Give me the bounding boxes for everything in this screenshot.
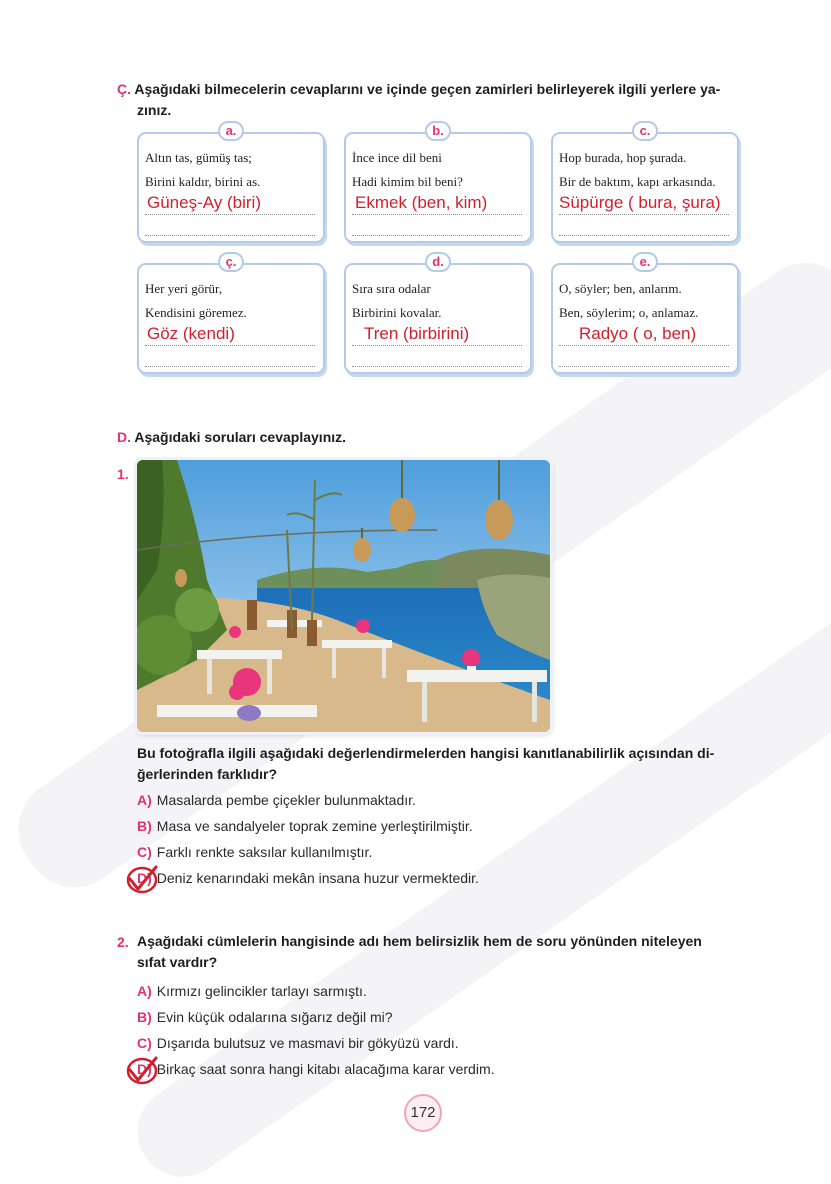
option-text: Masalarda pembe çiçekler bulunmaktadır. (156, 792, 416, 808)
answer-line[interactable] (145, 214, 315, 215)
handwritten-answer: Süpürge ( bura, şura) (559, 193, 721, 212)
riddle-line: Kendisini göremez. (145, 305, 247, 320)
section-c-heading-cont: zınız. (137, 102, 172, 118)
answer-line[interactable] (559, 366, 729, 367)
option-text: Birkaç saat sonra hangi kitabı alacağıma karar verdim. (156, 1061, 495, 1077)
option-text: Masa ve sandalyeler toprak zemine yerleştirilmiştir. (156, 818, 473, 834)
handwritten-answer: Radyo ( o, ben) (579, 324, 697, 343)
riddle-tag: a. (218, 121, 244, 141)
riddle-line: Hadi kimim bil beni? (352, 174, 463, 189)
q1-option-c[interactable] (137, 844, 372, 860)
option-text: Dışarıda bulutsuz ve masmavi bir gökyüzü vardı. (156, 1035, 459, 1051)
riddle-card-c-cedilla (137, 254, 325, 374)
riddle-tag: b. (425, 121, 451, 141)
section-d-letter: D. (117, 429, 131, 445)
section-c-instruction: Aşağıdaki bilmecelerin cevaplarını ve içinde geçen zamirleri belirleyerek ilgili yerlere ya- (134, 81, 721, 97)
option-text: Evin küçük odalarına sığarız değil mi? (156, 1009, 393, 1025)
riddle-line: Her yeri görür, (145, 281, 223, 296)
riddle-card-c (551, 123, 739, 243)
option-letter: B) (137, 1009, 152, 1025)
riddle-line: Birbirini kovalar. (352, 305, 442, 320)
q1-option-a[interactable] (137, 792, 416, 808)
question-2-stem-line: Aşağıdaki cümlelerin hangisinde adı hem belirsizlik hem de soru yönünden niteleyen (137, 933, 702, 949)
q1-option-b[interactable] (137, 818, 473, 834)
question-2-stem (137, 931, 757, 973)
handwritten-answer: Tren (birbirini) (364, 324, 470, 343)
question-1-stem (137, 743, 757, 785)
riddle-card-b (344, 123, 532, 243)
riddle-line: O, söyler; ben, anlarım. (559, 281, 682, 296)
answer-line[interactable] (559, 214, 729, 215)
section-d-heading (117, 427, 346, 448)
answer-line[interactable] (352, 345, 522, 346)
q2-option-a[interactable] (137, 983, 367, 999)
question-1-number: 1. (117, 466, 129, 482)
section-c-letter: Ç. (117, 81, 131, 97)
riddle-line: Bir de baktım, kapı arkasında. (559, 174, 716, 189)
riddle-line: İnce ince dil beni (352, 150, 442, 165)
page-number: 172 (404, 1094, 442, 1132)
question-2-number: 2. (117, 934, 129, 950)
riddle-line: Altın tas, gümüş tas; (145, 150, 252, 165)
check-mark-icon (125, 1056, 159, 1086)
question-1-stem-line: ğerlerinden farklıdır? (137, 766, 278, 782)
q2-option-c[interactable] (137, 1035, 459, 1051)
answer-line[interactable] (352, 235, 522, 236)
riddle-line: Birini kaldır, birini as. (145, 174, 261, 189)
handwritten-answer: Güneş-Ay (biri) (147, 193, 261, 212)
option-letter: C) (137, 844, 152, 860)
q1-option-d[interactable] (137, 870, 479, 886)
answer-line[interactable] (145, 366, 315, 367)
option-letter: D) (137, 1061, 152, 1077)
answer-line[interactable] (352, 366, 522, 367)
q2-option-d[interactable] (137, 1061, 495, 1077)
q2-option-b[interactable] (137, 1009, 393, 1025)
answer-line[interactable] (352, 214, 522, 215)
option-text: Deniz kenarındaki mekân insana huzur vermektedir. (156, 870, 479, 886)
answer-line[interactable] (559, 345, 729, 346)
riddle-line: Sıra sıra odalar (352, 281, 431, 296)
option-text: Farklı renkte saksılar kullanılmıştır. (156, 844, 373, 860)
section-c-heading (117, 79, 757, 100)
riddle-tag: ç. (218, 252, 244, 272)
option-text: Kırmızı gelincikler tarlayı sarmıştı. (156, 983, 367, 999)
riddle-card-e (551, 254, 739, 374)
option-letter: C) (137, 1035, 152, 1051)
riddle-line: Hop burada, hop şurada. (559, 150, 687, 165)
riddle-tag: e. (632, 252, 658, 272)
option-letter: D) (137, 870, 152, 886)
option-letter: B) (137, 818, 152, 834)
answer-line[interactable] (559, 235, 729, 236)
riddle-card-d (344, 254, 532, 374)
riddle-card-a (137, 123, 325, 243)
question-2-stem-line: sıfat vardır? (137, 954, 218, 970)
check-mark-icon (125, 865, 159, 895)
answer-line[interactable] (145, 235, 315, 236)
handwritten-answer: Ekmek (ben, kim) (355, 193, 488, 212)
seaside-restaurant-photo (137, 460, 550, 732)
riddle-tag: d. (425, 252, 451, 272)
handwritten-answer: Göz (kendi) (147, 324, 235, 343)
riddle-tag: c. (632, 121, 658, 141)
option-letter: A) (137, 983, 152, 999)
answer-line[interactable] (145, 345, 315, 346)
question-1-stem-line: Bu fotoğrafla ilgili aşağıdaki değerlendirmelerden hangisi kanıtlanabilirlik açısından di- (137, 745, 715, 761)
option-letter: A) (137, 792, 152, 808)
section-d-instruction: Aşağıdaki soruları cevaplayınız. (134, 429, 347, 445)
riddle-line: Ben, söylerim; o, anlamaz. (559, 305, 699, 320)
